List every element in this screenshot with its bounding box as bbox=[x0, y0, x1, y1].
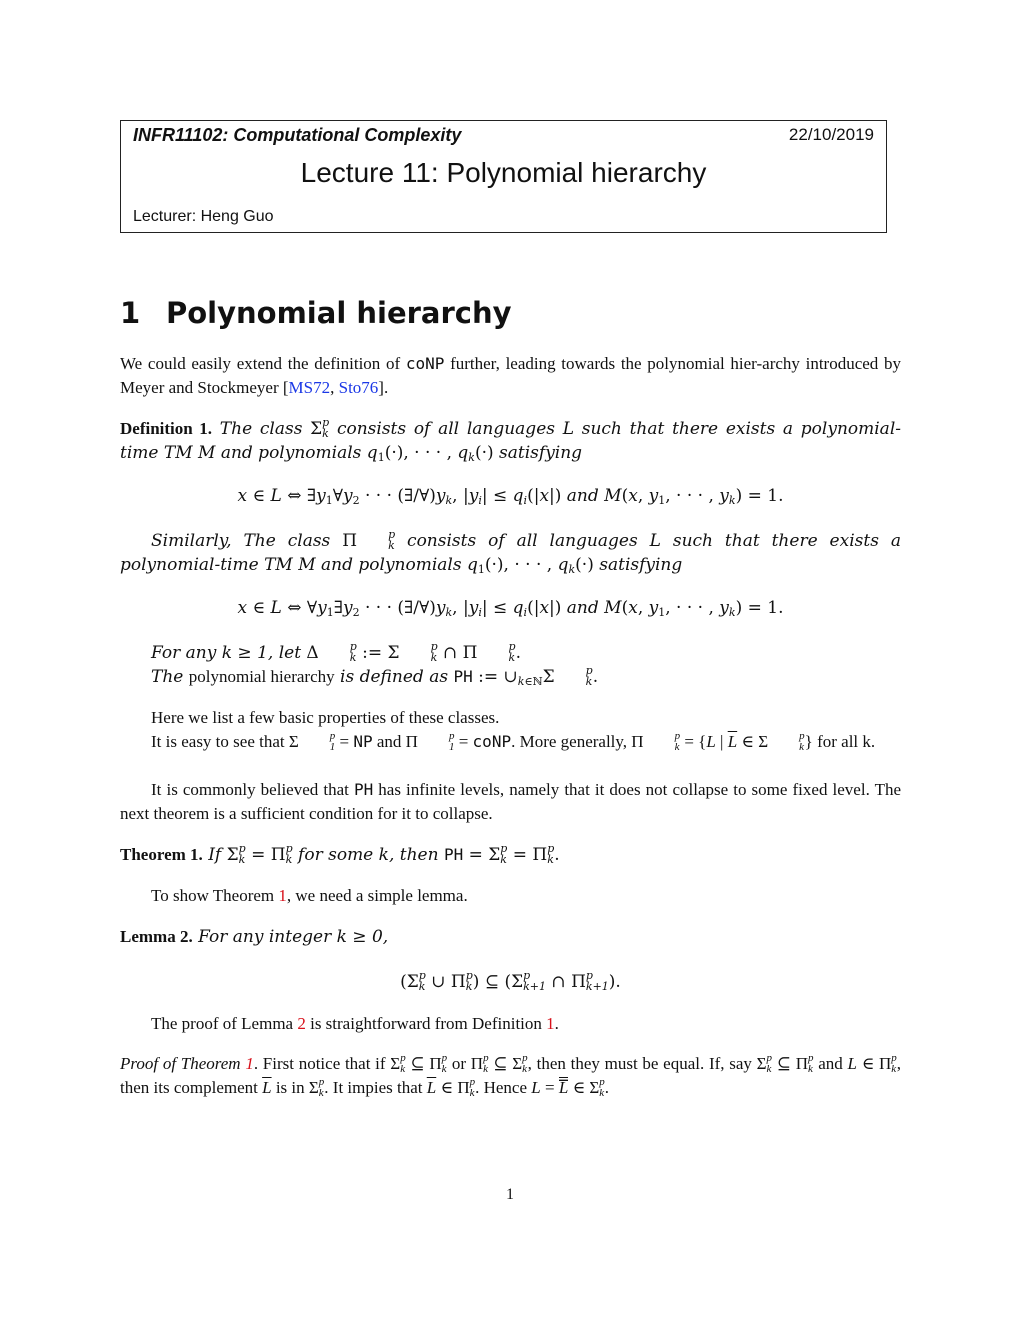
definition-satisfying-2: satisfying bbox=[599, 555, 683, 575]
proof-text-or: or bbox=[451, 1054, 467, 1073]
definition-1: Definition 1. The class Σ p k consists of all languages L such that there exists a polynomial-time TM M and polynomials $q_1(\cdot)$, · · · , $q_k(\cdot)$ satisfying bbox=[120, 416, 901, 464]
definition-ref-link[interactable]: 1 bbox=[546, 1014, 555, 1033]
delta-text: For any k ≥ 1, let bbox=[151, 643, 302, 663]
proof-text-e: . It impies that bbox=[324, 1078, 423, 1097]
to-show-text-b: , we need a simple lemma. bbox=[286, 886, 468, 905]
definition-satisfying-1: satisfying bbox=[499, 443, 583, 463]
citation-separator: , bbox=[330, 378, 339, 397]
proof-of-lemma bbox=[120, 1012, 901, 1036]
pi-formula: x ∈ L ⇔ $\forall y_1\exists y_2$ · · · $(\exists/\forall)y_k$, $|y_i| \le q_i(|x|)$ and M(x, $y_1$, · · · , $y_k) = 1$. bbox=[237, 598, 784, 619]
intro-text-a: We could easily extend the definition of bbox=[120, 354, 406, 373]
basic-properties: Here we list a few basic properties of these classes. bbox=[151, 708, 500, 727]
theorem-label: Theorem 1. bbox=[120, 845, 203, 864]
intro-text-b: further, leading towards the polynomial hier-archy introduced by Meyer and Stockmeyer [ bbox=[120, 354, 901, 397]
proof-lemma-text-c: . bbox=[554, 1014, 559, 1033]
lemma-formula: (Σ p k ∪ Π p k ) ⊆ (Σ p k+1 ∩ Π p k+1 ). bbox=[400, 969, 621, 993]
lemma-label: Lemma 2. bbox=[120, 927, 193, 946]
ph-text-a: The bbox=[151, 667, 184, 687]
proof-lemma-text-a: The proof of Lemma bbox=[151, 1014, 298, 1033]
sigma-formula: x ∈ L ⇔ $\exists y_1\forall y_2$ · · · $(\exists/\forall)y_k$, $|y_i| \le q_i(|x|)$ and M(x, $y_1$, · · · , $y_k) = 1$. bbox=[237, 486, 784, 507]
ph-definition: The polynomial hierarchy is defined as PH := $\cup_{k\in ℕ}\Sigma$ p k . bbox=[151, 664, 599, 688]
lemma-2 bbox=[120, 925, 901, 949]
section-title: Polynomial hierarchy bbox=[166, 296, 512, 330]
to-show-text-a: To show Theorem bbox=[151, 886, 279, 905]
proof-text-and: and bbox=[818, 1054, 843, 1073]
lecturer: Lecturer: Heng Guo bbox=[133, 208, 274, 225]
definition-pi-text-b: consists of all languages L such that there exists a polynomial-time TM M and polynomials bbox=[120, 531, 901, 575]
proof-label: Proof of Theorem bbox=[120, 1054, 241, 1073]
definition-sigma-text-b: consists of all languages L such that there exists a polynomial-time TM M and polynomials bbox=[120, 419, 901, 463]
ph-text-c: is defined as bbox=[340, 667, 449, 687]
lecture-title: Lecture 11: Polynomial hierarchy bbox=[300, 157, 707, 188]
proof-theorem-ref-link[interactable]: 1 bbox=[245, 1054, 254, 1073]
section-number: 1 bbox=[120, 296, 141, 330]
delta-definition: For any k ≥ 1, let Δ p k := Σ p k ∩ Π p k . bbox=[151, 640, 521, 664]
believed-text-a: It is commonly believed that bbox=[151, 780, 349, 799]
to-show-paragraph bbox=[120, 884, 901, 908]
lecture-date: 22/10/2019 bbox=[788, 125, 874, 144]
proof-text-f: . Hence bbox=[475, 1078, 528, 1097]
citation-sto76[interactable]: Sto76 bbox=[338, 378, 379, 397]
conp-term: coNP bbox=[405, 354, 445, 373]
lecture-header-box bbox=[120, 120, 887, 233]
proof-lemma-text-b: is straightforward from Definition bbox=[305, 1014, 547, 1033]
theorem-text-a: If bbox=[208, 845, 222, 865]
definition-sigma-text-a: The class bbox=[219, 419, 303, 439]
theorem-text-b: for some k, then bbox=[298, 845, 439, 865]
citation-ms72[interactable]: MS72 bbox=[288, 378, 331, 397]
theorem-1: Theorem 1. If Σ p k = Π p k for some k, then PH = Σ p k = Π p k . bbox=[120, 842, 560, 866]
easy-text-a: It is easy to see that bbox=[151, 732, 285, 751]
believed-paragraph: It is commonly believed that PH has infinite levels, namely that it does not collapse to some fixed level. The next theorem is a sufficient condition for it to collapse. bbox=[120, 780, 902, 823]
page-number: 1 bbox=[506, 1186, 514, 1203]
lemma-text: For any integer k ≥ 0, bbox=[198, 927, 389, 947]
proof-text-a: First notice that if bbox=[262, 1054, 386, 1073]
theorem-ref-link[interactable]: 1 bbox=[278, 886, 287, 905]
proof-of-theorem: Proof of Theorem 1. First notice that if Σ p k ⊆ Π p k or Π p k ⊆ Σ p k , then they must be equal. If, say Σ p k ⊆ Π p k and L ∈ Π p k , then its complement $\overline{L}$ is in Σ p k . It impies that $\overline{L}$ ∈ Π p k . Hence L = L ∈ Σ p k . bbox=[120, 1052, 902, 1099]
intro-text-c: ]. bbox=[378, 378, 389, 397]
proof-text-c: , then its complement bbox=[120, 1054, 902, 1097]
properties-paragraph: It is easy to see that Σ p 1 = NP and Π p 1 = coNP. More generally, Π p k = {L | $\overline{L}$ ∈ Σ p k } for all k. bbox=[151, 730, 876, 753]
easy-text-c: for all k. bbox=[817, 732, 876, 751]
definition-pi-paragraph: Similarly, The class Π p k consists of all languages L such that there exists a polynomial-time TM M and polynomials $q_1(\cdot)$, · · · , $q_k(\cdot)$ satisfying bbox=[120, 528, 901, 576]
definition-label: Definition 1. bbox=[120, 419, 213, 438]
definition-pi-text-a: Similarly, The class bbox=[151, 531, 331, 551]
proof-text-b: , then they must be equal. If, say bbox=[527, 1054, 752, 1073]
lemma-ref-link[interactable]: 2 bbox=[297, 1014, 306, 1033]
believed-text-b: has infinite levels, namely that it does not collapse to some fixed level. The next theorem is a sufficient condition for it to collapse. bbox=[120, 780, 902, 823]
proof-text-d: is in bbox=[275, 1078, 305, 1097]
easy-text-b: More generally, bbox=[519, 732, 628, 751]
section-heading bbox=[120, 296, 512, 330]
intro-paragraph bbox=[120, 352, 901, 400]
course-title: INFR11102: Computational Complexity bbox=[133, 125, 462, 145]
ph-text-b: polynomial hierarchy bbox=[188, 667, 335, 686]
